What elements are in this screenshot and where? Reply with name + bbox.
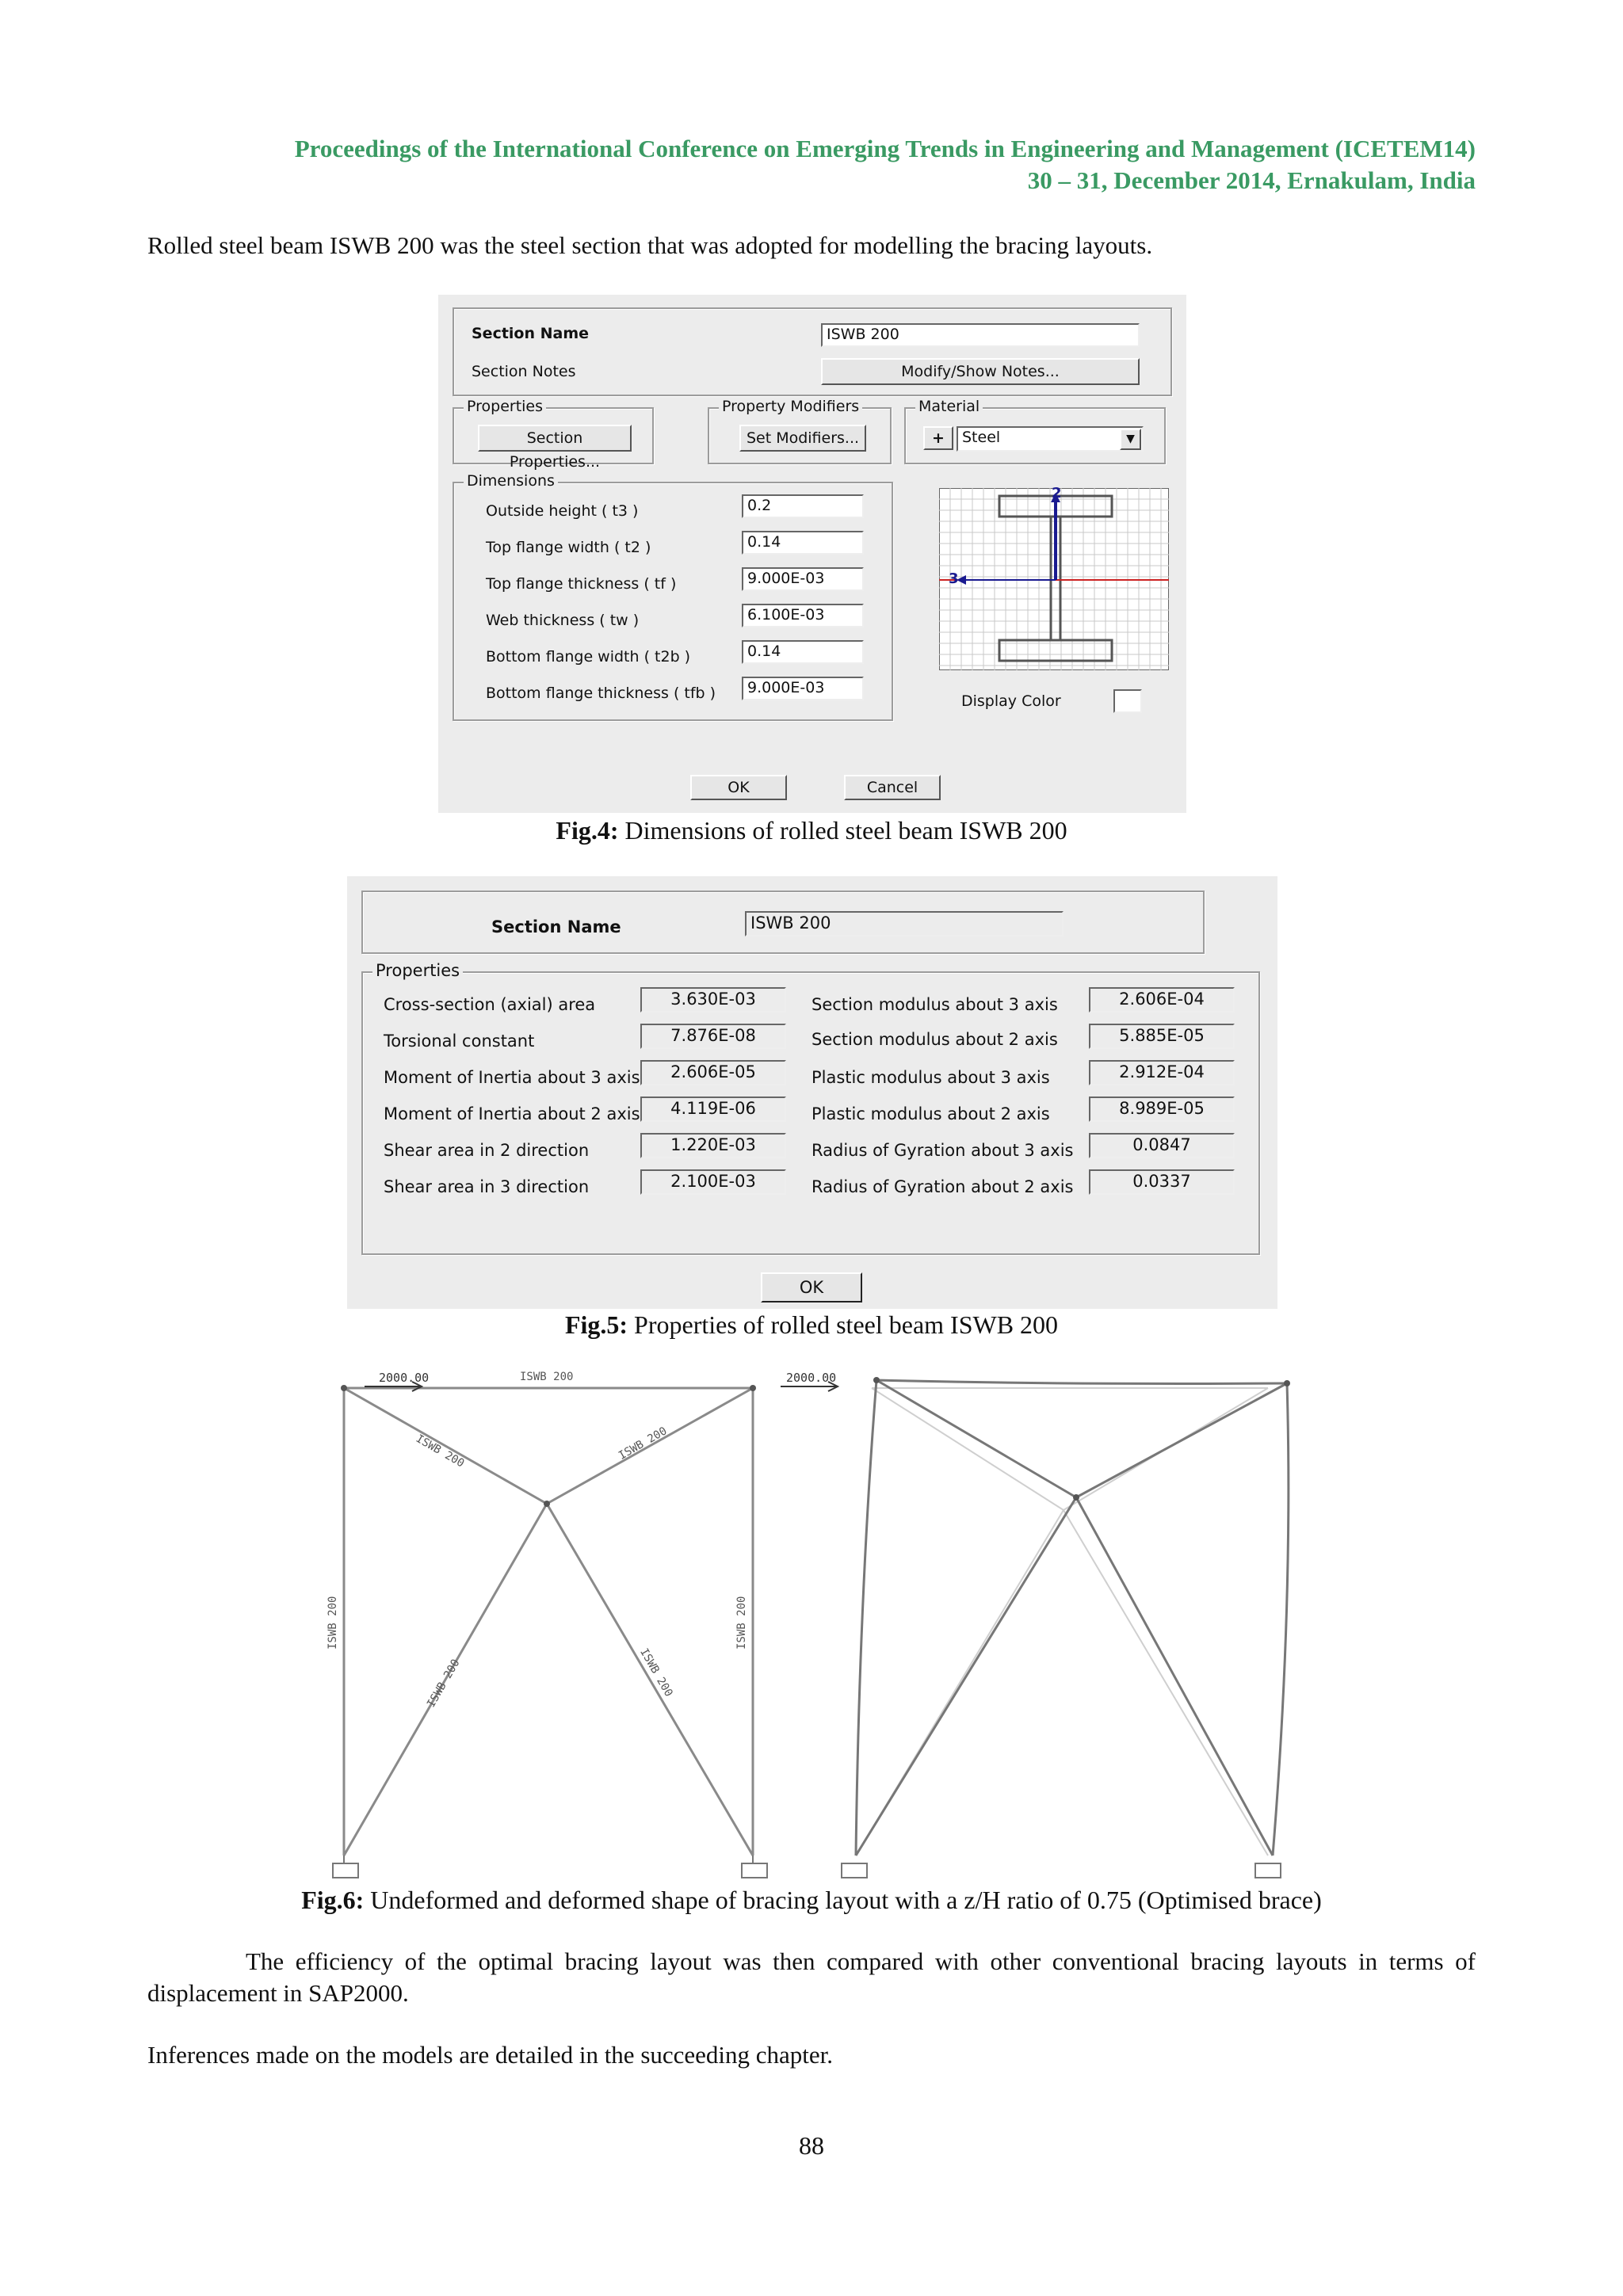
dropdown-arrow-icon[interactable]: ▼ [1120, 429, 1141, 450]
property-label: Section modulus about 3 axis [812, 995, 1058, 1014]
section-name-label: Section Name [491, 917, 621, 936]
fig6-caption-text: Undeformed and deformed shape of bracing layout with a z/H ratio of 0.75 (Optimised brace) [364, 1886, 1322, 1914]
member-label-top-beam: ISWB 200 [520, 1371, 574, 1383]
property-label: Plastic modulus about 2 axis [812, 1104, 1050, 1123]
section-name-label: Section Name [472, 325, 590, 342]
property-value: 0.0847 [1089, 1133, 1235, 1158]
property-value: 8.989E-05 [1089, 1097, 1235, 1122]
property-label: Moment of Inertia about 3 axis [384, 1068, 640, 1087]
section-properties-dialog [347, 876, 1277, 1309]
property-value: 1.220E-03 [640, 1133, 786, 1158]
member-label-right-lower-brace: ISWB 200 [637, 1646, 675, 1699]
fig6-caption-label: Fig.6: [301, 1886, 365, 1914]
fig5-caption-text: Properties of rolled steel beam ISWB 200 [628, 1310, 1059, 1339]
dimension-label: Top flange width ( t2 ) [486, 539, 651, 556]
property-label: Radius of Gyration about 2 axis [812, 1177, 1074, 1196]
dimension-input[interactable]: 0.2 [742, 494, 864, 518]
property-value: 7.876E-08 [640, 1024, 786, 1049]
dimension-input[interactable]: 6.100E-03 [742, 604, 864, 627]
dimension-label: Outside height ( t3 ) [486, 502, 639, 520]
fig4-caption [0, 814, 1623, 846]
member-label-right-upper-brace: ISWB 200 [617, 1425, 670, 1463]
cancel-button[interactable]: Cancel [844, 775, 941, 800]
header-date-location: 30 – 31, December 2014, Ernakulam, India [1027, 166, 1476, 194]
dimension-label: Bottom flange thickness ( tfb ) [486, 685, 716, 702]
display-color-swatch[interactable] [1113, 689, 1142, 713]
ok-button[interactable]: OK [690, 775, 787, 800]
property-value: 3.630E-03 [640, 987, 786, 1013]
efficiency-paragraph: The efficiency of the optimal bracing layout was then compared with other conventional bracing layouts in terms of displacement in SAP2000. [147, 1947, 1476, 2007]
member-label-right-column: ISWB 200 [735, 1596, 748, 1650]
material-select[interactable] [957, 426, 1144, 452]
section-preview-canvas [939, 488, 1169, 670]
property-label: Section modulus about 2 axis [812, 1030, 1058, 1049]
section-properties-button[interactable]: Section Properties... [478, 425, 632, 452]
dimension-input[interactable]: 9.000E-03 [742, 677, 864, 700]
property-value: 4.119E-06 [640, 1097, 786, 1122]
section-notes-label: Section Notes [472, 363, 576, 380]
property-value: 2.606E-04 [1089, 987, 1235, 1013]
fig4-caption-label: Fig.4: [556, 816, 619, 845]
undeformed-frame [344, 1388, 753, 1855]
property-value: 0.0337 [1089, 1169, 1235, 1195]
deformed-frame [856, 1380, 1289, 1855]
properties-group-title: Properties [464, 398, 546, 415]
property-value: 2.912E-04 [1089, 1060, 1235, 1085]
load-label-right: 2000.00 [786, 1371, 837, 1385]
member-label-left-upper-brace: ISWB 200 [414, 1432, 467, 1470]
property-label: Cross-section (axial) area [384, 995, 596, 1014]
dimension-label: Bottom flange width ( t2b ) [486, 648, 691, 666]
modify-notes-button[interactable]: Modify/Show Notes... [821, 358, 1140, 385]
intro-paragraph: Rolled steel beam ISWB 200 was the steel section that was adopted for modelling the bracing layouts. [147, 231, 1153, 259]
load-label-left: 2000.00 [379, 1371, 430, 1385]
dimension-label: Top flange thickness ( tf ) [486, 575, 677, 593]
fig5-caption [0, 1309, 1623, 1341]
section-name-input[interactable]: ISWB 200 [821, 323, 1140, 347]
axis-2-label: 2 [1052, 485, 1062, 502]
property-modifiers-title: Property Modifiers [719, 398, 862, 415]
properties-group-title: Properties [372, 961, 463, 980]
material-select-value: Steel [962, 429, 1001, 446]
page-number: 88 [799, 2131, 824, 2160]
property-label: Plastic modulus about 3 axis [812, 1068, 1050, 1087]
dimension-input[interactable]: 9.000E-03 [742, 567, 864, 591]
property-value: 5.885E-05 [1089, 1024, 1235, 1049]
display-color-label: Display Color [961, 692, 1061, 710]
dimension-input[interactable]: 0.14 [742, 531, 864, 555]
ok-button[interactable]: OK [761, 1272, 862, 1302]
undeformed-ghost [856, 1388, 1268, 1855]
property-label: Moment of Inertia about 2 axis [384, 1104, 640, 1123]
material-group-title: Material [915, 398, 983, 415]
dimensions-group-title: Dimensions [464, 472, 558, 490]
fig5-caption-label: Fig.5: [564, 1310, 628, 1339]
set-modifiers-button[interactable]: Set Modifiers... [739, 425, 866, 452]
property-value: 2.100E-03 [640, 1169, 786, 1195]
dimension-input[interactable]: 0.14 [742, 640, 864, 664]
member-label-left-lower-brace: ISWB 200 [425, 1657, 463, 1710]
fig6-caption [0, 1884, 1623, 1916]
inferences-paragraph: Inferences made on the models are detailed in the succeeding chapter. [147, 2041, 834, 2069]
property-label: Shear area in 3 direction [384, 1177, 590, 1196]
bracing-layout-figure [317, 1364, 1316, 1887]
property-label: Radius of Gyration about 3 axis [812, 1141, 1074, 1160]
dimension-label: Web thickness ( tw ) [486, 612, 640, 629]
section-dimensions-dialog [438, 295, 1186, 813]
fig4-caption-text: Dimensions of rolled steel beam ISWB 200 [618, 816, 1067, 845]
member-label-left-column: ISWB 200 [327, 1596, 339, 1650]
property-value: 2.606E-05 [640, 1060, 786, 1085]
add-material-button[interactable]: + [923, 426, 953, 450]
property-label: Shear area in 2 direction [384, 1141, 590, 1160]
section-name-field: ISWB 200 [745, 911, 1064, 936]
header-title: Proceedings of the International Conference on Emerging Trends in Engineering and Management (ICETEM14) [294, 135, 1476, 162]
axis-3-label: 3 [949, 570, 959, 587]
property-label: Torsional constant [384, 1032, 535, 1051]
